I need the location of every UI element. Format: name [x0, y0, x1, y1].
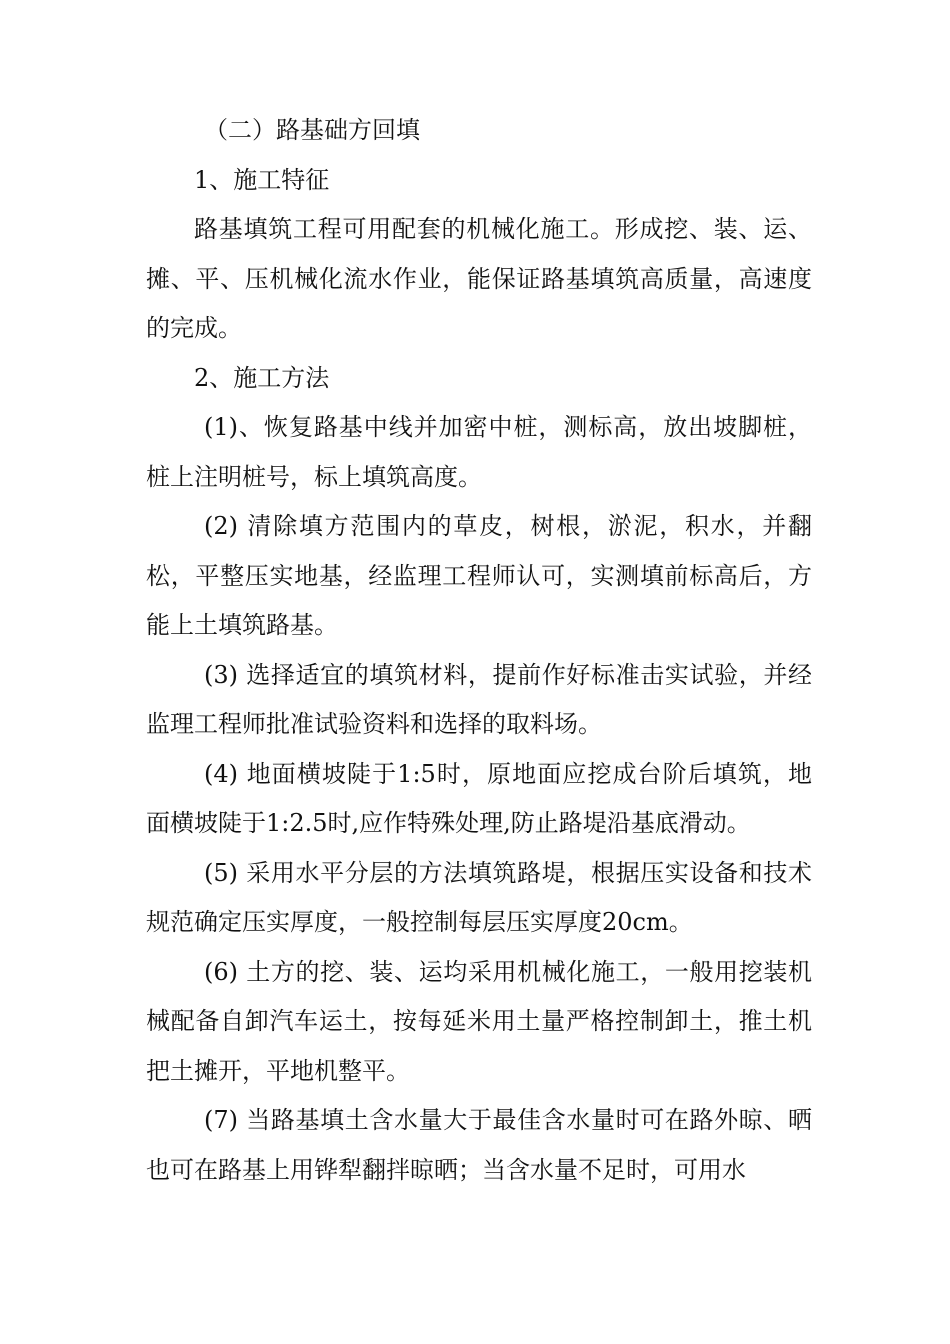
- item1-body: 路基填筑工程可用配套的机械化施工。形成挖、装、运、摊、平、压机械化流水作业，能保证路基填筑高质量，高速度的完成。: [146, 215, 812, 342]
- document-body: [146, 106, 812, 1195]
- step-2: (2) 清除填方范围内的草皮，树根，淤泥，积水，并翻松，平整压实地基，经监理工程师认可，实测填前标高后，方能上土填筑路基。: [146, 512, 812, 639]
- item1-heading: 1、施工特征: [194, 165, 330, 194]
- step-4: (4) 地面横坡陡于1:5时，原地面应挖成台阶后填筑，地面横坡陡于1:2.5时,应作特殊处理,防止路堤沿基底滑动。: [146, 759, 812, 837]
- step-5: (5) 采用水平分层的方法填筑路堤，根据压实设备和技术规范确定压实厚度，一般控制每层压实厚度20cm。: [146, 858, 812, 936]
- section-title: （二）路基础方回填: [204, 116, 420, 144]
- item2-heading: 2、施工方法: [194, 363, 330, 392]
- step-3: (3) 选择适宜的填筑材料，提前作好标准击实试验，并经监理工程师批准试验资料和选择的取料场。: [146, 660, 812, 738]
- step-1: (1)、恢复路基中线并加密中桩，测标高，放出坡脚桩，桩上注明桩号，标上填筑高度。: [146, 413, 812, 491]
- step-7: (7) 当路基填土含水量大于最佳含水量时可在路外晾、晒也可在路基上用铧犁翻拌晾晒；当含水量不足时，可用水: [146, 1106, 812, 1184]
- step-6: (6) 土方的挖、装、运均采用机械化施工，一般用挖装机械配备自卸汽车运土，按每延米用土量严格控制卸土，推土机把土摊开，平地机整平。: [146, 957, 812, 1085]
